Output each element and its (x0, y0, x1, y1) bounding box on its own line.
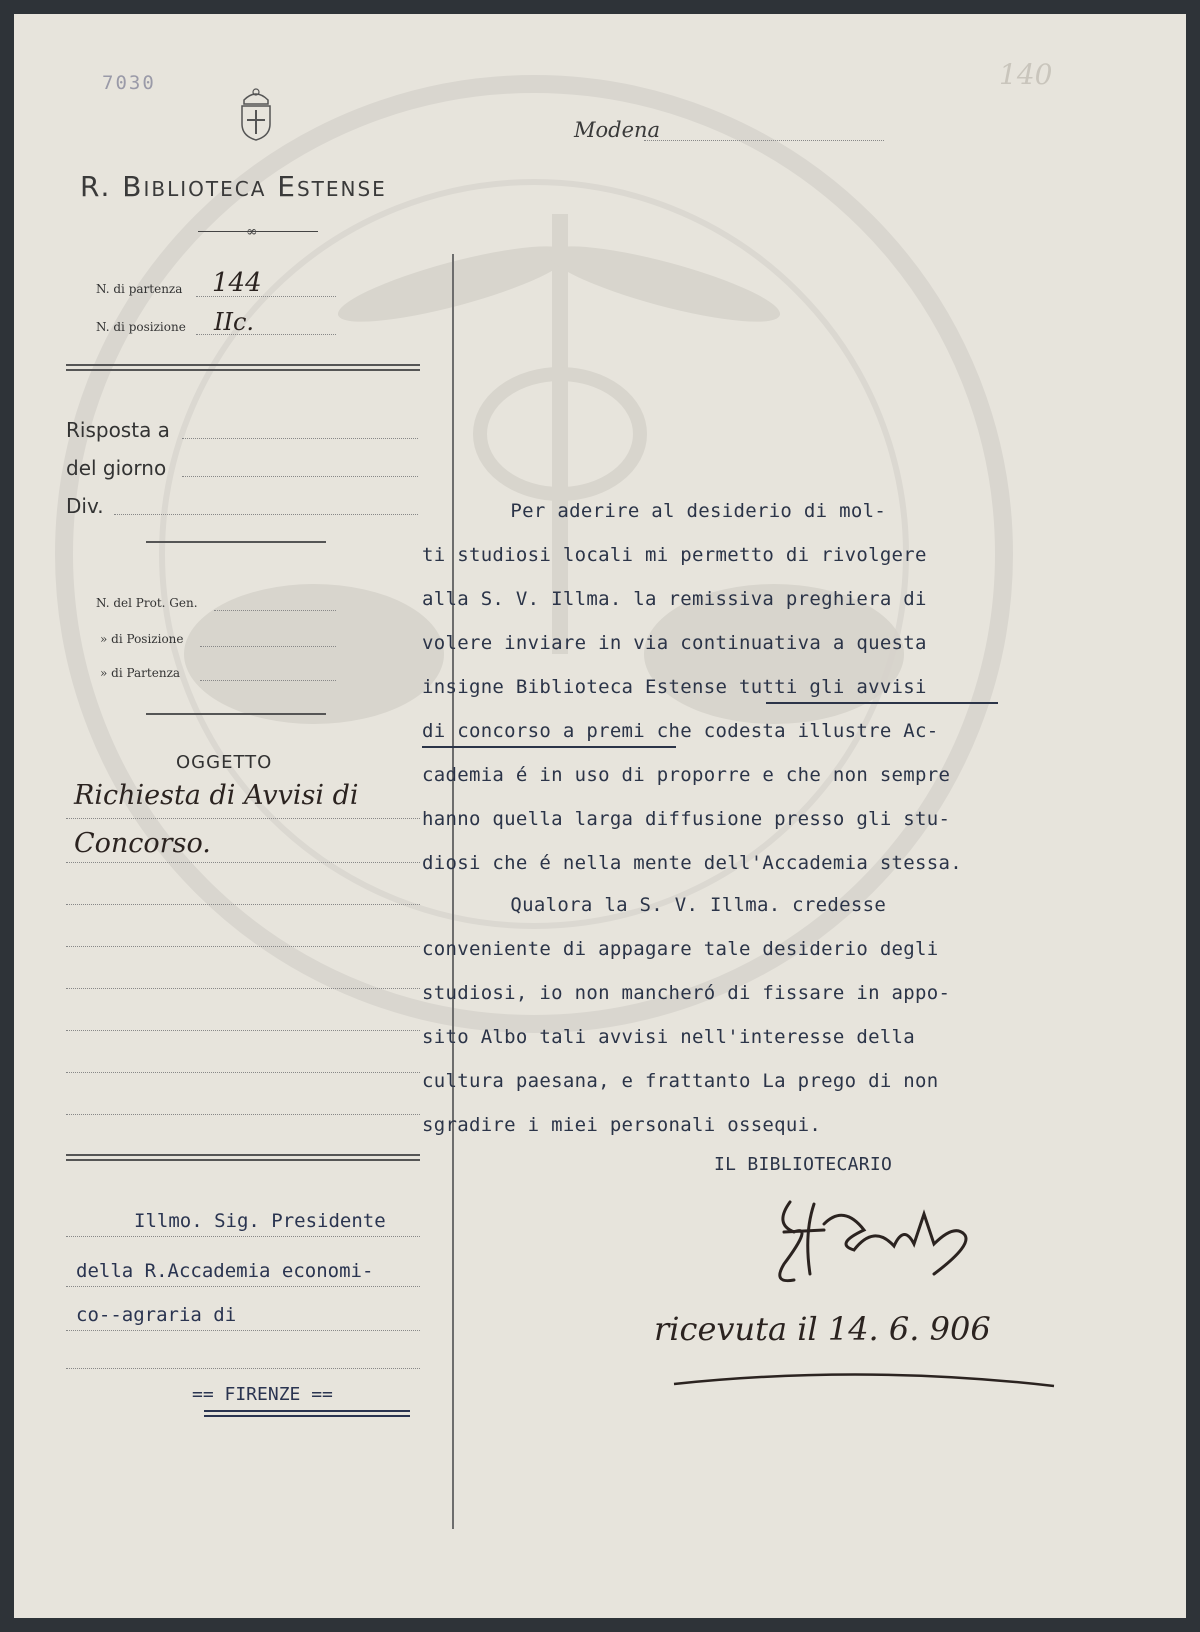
letter-line-6: di concorso a premi che codesta illustre Ac- (422, 720, 939, 742)
di-posizione-label: » di Posizione (100, 632, 184, 646)
addressee-line-1: Illmo. Sig. Presidente (134, 1210, 386, 1232)
prot-gen-line (214, 610, 336, 611)
letter-line-14: cultura paesana, e frattanto La prego di non (422, 1070, 939, 1092)
risposta-label: Risposta a (66, 418, 170, 442)
oggetto-handwritten-1: Richiesta di Avvisi di (74, 780, 359, 811)
div-label: Div. (66, 494, 104, 518)
royal-crest-icon (236, 86, 276, 142)
addressee-city: == FIRENZE == (192, 1384, 333, 1405)
letter-line-2: ti studiosi locali mi permetto di rivolgere (422, 544, 927, 566)
received-underline (664, 1354, 1084, 1404)
addressee-dotline-4 (66, 1368, 420, 1369)
ornament-icon: ∞ (246, 224, 258, 240)
letter-line-9: diosi che é nella mente dell'Accademia stessa. (422, 852, 962, 874)
addressee-line-2: della R.Accademia economi- (76, 1260, 374, 1282)
letter-line-5: insigne Biblioteca Estense tutti gli avvisi (422, 676, 927, 698)
posizione-value: IIc. (214, 308, 255, 336)
prot-gen-label: N. del Prot. Gen. (96, 596, 198, 610)
oggetto-line-1 (66, 818, 420, 819)
underline-concorso (422, 746, 676, 748)
letter-line-15: sgradire i miei personali ossequi. (422, 1114, 822, 1136)
column-separator (452, 254, 454, 1529)
letter-line-12: studiosi, io non mancheró di fissare in appo- (422, 982, 951, 1004)
letterhead-rule (198, 231, 318, 232)
oggetto-line-8 (66, 1114, 420, 1115)
addressee-dotline-3 (66, 1330, 420, 1331)
letter-line-13: sito Albo tali avvisi nell'interesse della (422, 1026, 916, 1048)
oggetto-line-4 (66, 946, 420, 947)
city-underline (204, 1410, 410, 1412)
letter-line-11: conveniente di appagare tale desiderio degli (422, 938, 939, 960)
partenza-value: 144 (212, 268, 262, 298)
oggetto-line-7 (66, 1072, 420, 1073)
place-label: Modena (574, 118, 661, 142)
received-note: ricevuta il 14. 6. 906 (654, 1310, 991, 1348)
oggetto-line-2 (66, 862, 420, 863)
oggetto-line-5 (66, 988, 420, 989)
giorno-line (182, 476, 418, 477)
underline-avvisi (766, 702, 998, 704)
city-underline-double (204, 1415, 410, 1417)
bottom-divider-double (66, 1159, 420, 1161)
letter-line-4: volere inviare in via continuativa a questa (422, 632, 927, 654)
archive-number: 7030 (102, 72, 156, 94)
short-rule-2 (146, 713, 326, 715)
letter-sheet (14, 14, 1186, 1618)
bottom-divider (66, 1154, 420, 1156)
addressee-dotline-2 (66, 1286, 420, 1287)
pencil-mark: 140 (999, 58, 1053, 91)
oggetto-label: OGGETTO (176, 752, 273, 773)
di-partenza-line (200, 680, 336, 681)
signature (754, 1184, 994, 1294)
partenza-label: N. di partenza (96, 282, 183, 296)
letter-line-1: Per aderire al desiderio di mol- (440, 500, 887, 522)
addressee-dotline-1 (66, 1236, 420, 1237)
oggetto-handwritten-2: Concorso. (74, 828, 211, 859)
letter-line-8: hanno quella larga diffusione presso gli stu- (422, 808, 951, 830)
library-name: R. Biblioteca Estense (80, 170, 387, 203)
di-posizione-line (200, 646, 336, 647)
addressee-line-3: co--agraria di (76, 1304, 237, 1326)
letter-line-10: Qualora la S. V. Illma. credesse (440, 894, 887, 916)
date-line (644, 140, 884, 141)
giorno-label: del giorno (66, 456, 167, 480)
risposta-line (182, 438, 418, 439)
divider-rule-double (66, 369, 420, 371)
di-partenza-label: » di Partenza (100, 666, 181, 680)
signatory-title: IL BIBLIOTECARIO (714, 1154, 893, 1175)
short-rule (146, 541, 326, 543)
div-line (114, 514, 418, 515)
letter-line-7: cademia é in uso di proporre e che non sempre (422, 764, 951, 786)
posizione-label: N. di posizione (96, 320, 186, 334)
letter-line-3: alla S. V. Illma. la remissiva preghiera di (422, 588, 927, 610)
divider-rule (66, 364, 420, 366)
oggetto-line-3 (66, 904, 420, 905)
oggetto-line-6 (66, 1030, 420, 1031)
